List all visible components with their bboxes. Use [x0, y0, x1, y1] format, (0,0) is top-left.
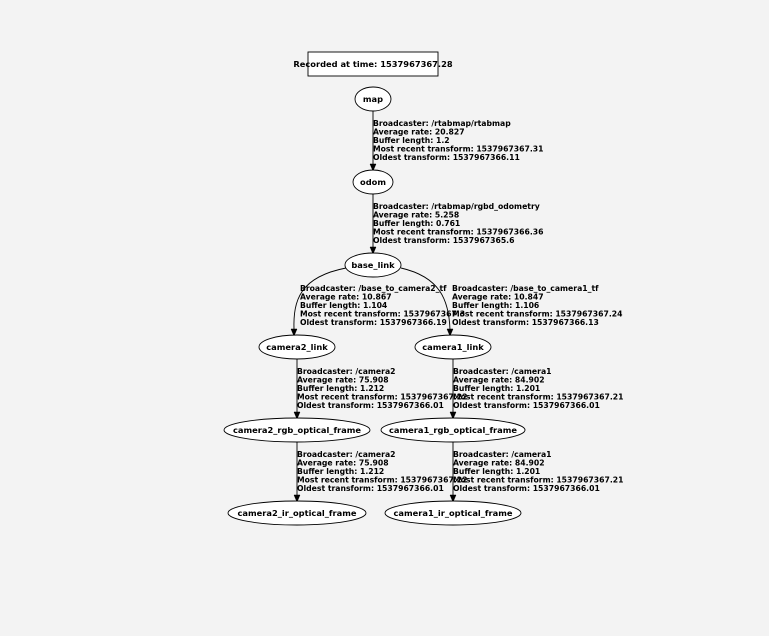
edge-label-line: Broadcaster: /base_to_camera1_tf	[452, 284, 599, 293]
edge-label-line: Broadcaster: /camera2	[297, 367, 396, 376]
edge-label-line: Oldest transform: 1537967365.6	[373, 236, 515, 245]
edge-label-line: Buffer length: 1.2	[373, 136, 450, 145]
edge-label-line: Average rate: 75.908	[297, 375, 389, 385]
edge-label-line: Most recent transform: 1537967367.21	[453, 392, 624, 402]
edge-label-line: Buffer length: 1.212	[297, 467, 385, 476]
edge-label-line: Most recent transform: 1537967367.22	[297, 475, 468, 485]
node-camera2-ir-optical-frame	[228, 501, 366, 525]
node-odom-label: odom	[360, 177, 386, 187]
edge-label-line: Buffer length: 1.201	[453, 467, 541, 476]
edge-label-base-link-camera2-link	[300, 284, 465, 327]
edge-label-line: Broadcaster: /rtabmap/rgbd_odometry	[373, 202, 540, 211]
recorded-time-label: Recorded at time: 1537967367.28	[293, 59, 453, 69]
edge-label-camera1-link-rgb	[453, 367, 623, 410]
edge-label-line: Oldest transform: 1537967366.11	[373, 153, 520, 162]
edge-label-line: Broadcaster: /camera1	[453, 450, 552, 459]
node-base-link	[345, 253, 401, 277]
node-camera1-link-label: camera1_link	[422, 342, 484, 352]
edge-label-line: Buffer length: 1.201	[453, 384, 541, 393]
edge-label-line: Broadcaster: /camera2	[297, 450, 396, 459]
edge-label-line: Oldest transform: 1537967366.19	[300, 318, 447, 327]
edge-label-line: Buffer length: 1.104	[300, 301, 388, 310]
edge-label-line: Buffer length: 1.212	[297, 384, 385, 393]
edge-label-base-link-camera1-link	[452, 284, 622, 327]
edge-label-line: Most recent transform: 1537967367.24	[452, 309, 623, 319]
edge-label-line: Broadcaster: /rtabmap/rtabmap	[373, 119, 511, 128]
node-map-label: map	[362, 94, 384, 104]
edge-label-line: Oldest transform: 1537967366.01	[453, 401, 600, 410]
edge-label-line: Oldest transform: 1537967366.13	[452, 318, 599, 327]
node-camera1-rgb-label: camera1_rgb_optical_frame	[388, 425, 518, 435]
edge-label-line: Buffer length: 1.106	[452, 301, 540, 310]
edge-label-line: Most recent transform: 1537967366.36	[373, 227, 544, 237]
node-camera2-rgb-label: camera2_rgb_optical_frame	[232, 425, 362, 435]
edge-label-line: Broadcaster: /base_to_camera2_tf	[300, 284, 447, 293]
edge-label-line: Broadcaster: /camera1	[453, 367, 552, 376]
edge-label-line: Most recent transform: 1537967367.3	[300, 309, 466, 319]
node-odom	[353, 170, 393, 194]
edge-label-line: Average rate: 20.827	[373, 127, 465, 137]
edge-label-map-odom	[373, 119, 543, 162]
node-camera1-link	[415, 335, 491, 359]
edge-label-line: Most recent transform: 1537967367.31	[373, 144, 544, 154]
edge-label-odom-base-link	[373, 202, 543, 245]
edge-label-line: Most recent transform: 1537967367.21	[453, 475, 624, 485]
node-map	[355, 87, 391, 111]
edge-label-line: Average rate: 10.847	[452, 292, 544, 302]
node-camera2-rgb-optical-frame	[224, 418, 370, 442]
edge-label-line: Average rate: 10.867	[300, 292, 392, 302]
node-camera2-ir-label: camera2_ir_optical_frame	[237, 508, 357, 518]
node-camera2-link-label: camera2_link	[266, 342, 328, 352]
edge-label-camera2-link-rgb	[297, 367, 467, 410]
edge-label-line: Average rate: 5.258	[373, 210, 460, 220]
edge-label-line: Average rate: 84.902	[453, 458, 545, 468]
node-camera1-ir-optical-frame	[385, 501, 521, 525]
edge-label-line: Average rate: 75.908	[297, 458, 389, 468]
node-camera2-link	[259, 335, 335, 359]
recorded-time-box	[293, 52, 453, 76]
edge-label-line: Oldest transform: 1537967366.01	[297, 484, 444, 493]
node-camera1-rgb-optical-frame	[381, 418, 525, 442]
edge-label-line: Oldest transform: 1537967366.01	[453, 484, 600, 493]
node-base-link-label: base_link	[351, 260, 395, 270]
edge-label-line: Buffer length: 0.761	[373, 219, 461, 228]
node-camera1-ir-label: camera1_ir_optical_frame	[393, 508, 513, 518]
edge-label-line: Most recent transform: 1537967367.22	[297, 392, 468, 402]
edge-label-line: Oldest transform: 1537967366.01	[297, 401, 444, 410]
edge-label-camera1-rgb-ir	[453, 450, 623, 493]
edge-label-camera2-rgb-ir	[297, 450, 467, 493]
edge-label-line: Average rate: 84.902	[453, 375, 545, 385]
